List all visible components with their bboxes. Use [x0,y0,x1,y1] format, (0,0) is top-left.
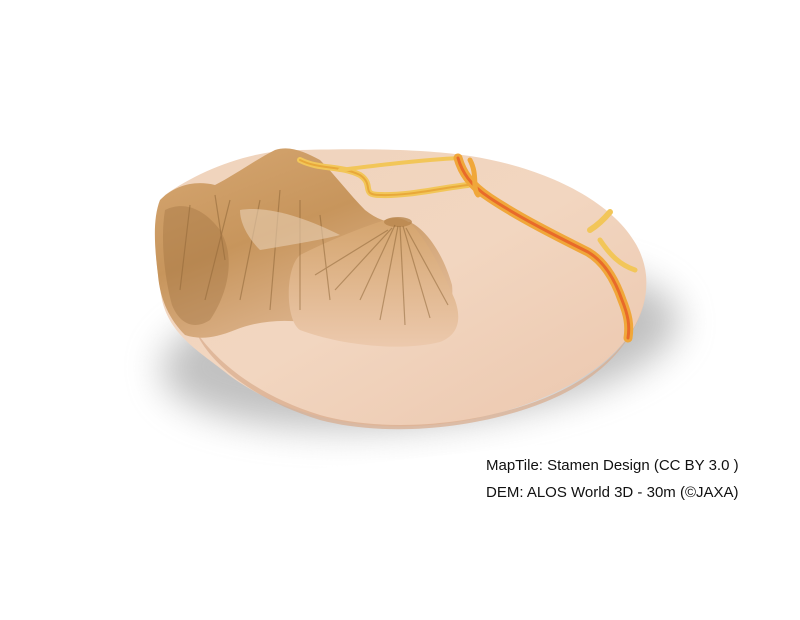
dem-credit: DEM: ALOS World 3D - 30m (©JAXA) [486,484,739,501]
crater-rim [384,217,412,227]
map-attribution [486,452,739,506]
maptile-credit: MapTile: Stamen Design (CC BY 3.0 ) [486,457,739,474]
